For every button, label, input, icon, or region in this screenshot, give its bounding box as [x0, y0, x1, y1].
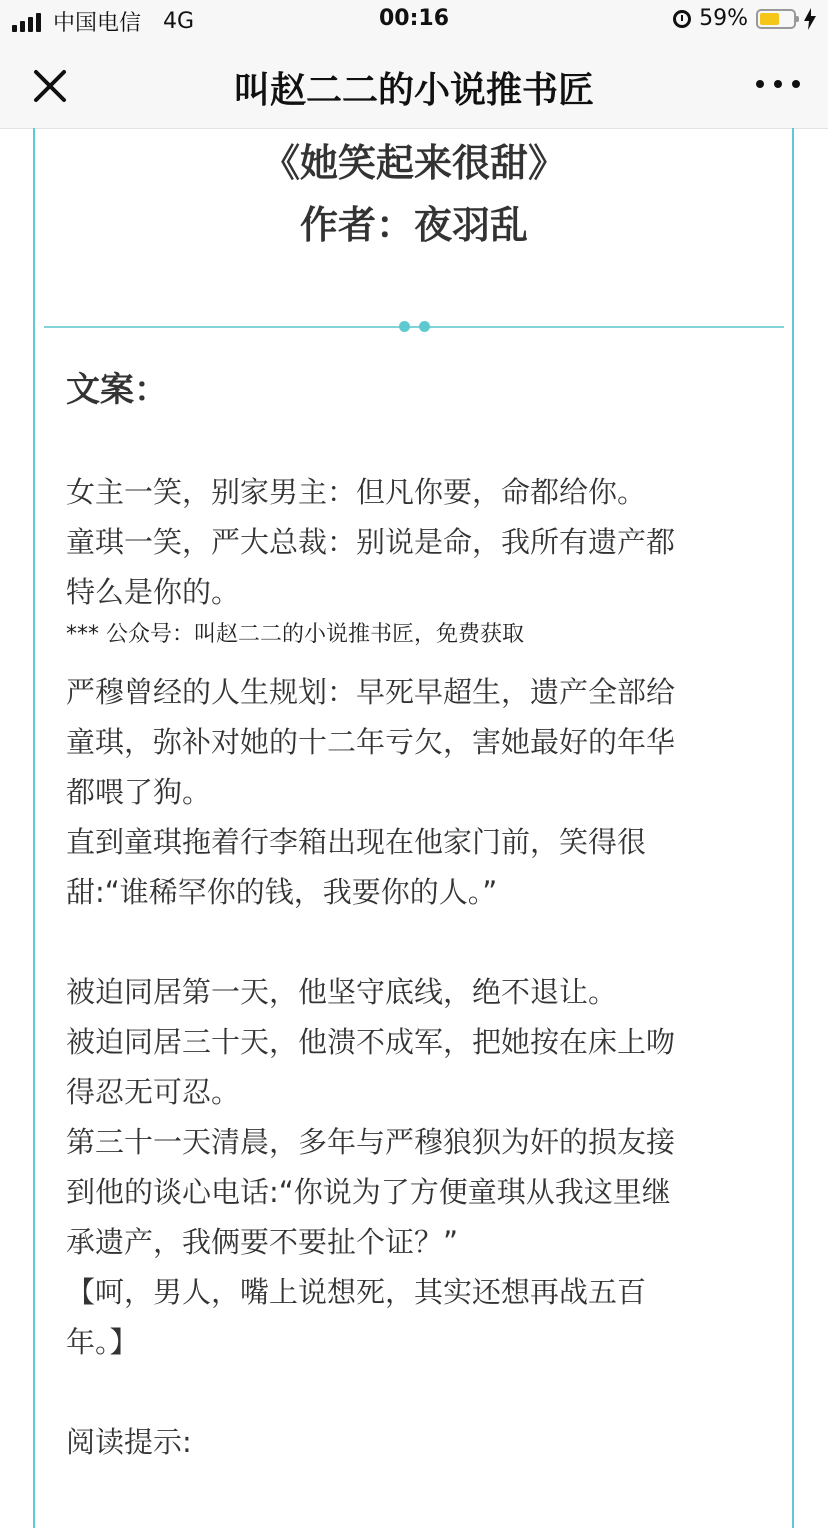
text-line: 得忍无可忍。 — [66, 1075, 241, 1109]
book-title: 《她笑起来很甜》 — [261, 141, 566, 185]
text-line: 直到童琪拖着行李箱出现在他家门前，笑得很 — [66, 825, 647, 859]
network-label: 4G — [163, 9, 195, 34]
text-line: 被迫同居第一天，他坚守底线，绝不退让。 — [66, 975, 618, 1009]
text-line: 严穆曾经的人生规划：早死早超生，遗产全部给 — [66, 675, 676, 709]
promo-line: *** 公众号：叫赵二二的小说推书匠，免费获取 — [66, 622, 524, 647]
text-line: 甜:“谁稀罕你的钱，我要你的人。” — [66, 875, 498, 909]
text-line: 阅读提示: — [66, 1425, 192, 1459]
battery-icon — [756, 9, 796, 29]
status-time: 00:16 — [378, 6, 450, 31]
text-line: 童琪，弥补对她的十二年亏欠，害她最好的年华 — [66, 725, 676, 759]
text-line: 特么是你的。 — [66, 575, 241, 609]
text-line: 被迫同居三十天，他溃不成军，把她按在床上吻 — [66, 1025, 676, 1059]
battery-fill — [760, 13, 779, 25]
status-bar — [0, 0, 828, 42]
section-divider — [44, 326, 784, 328]
carrier-label: 中国电信 — [53, 11, 142, 36]
text-line: 【呵，男人，嘴上说想死，其实还想再战五百 — [66, 1275, 647, 1309]
section-heading: 文案： — [66, 370, 168, 410]
nav-title: 叫赵二二的小说推书匠 — [233, 70, 594, 111]
battery-percent: 59% — [699, 6, 748, 31]
text-line: 第三十一天清晨，多年与严穆狼狈为奸的损友接 — [66, 1125, 676, 1159]
text-line: 女主一笑，别家男主：但凡你要，命都给你。 — [66, 475, 647, 509]
charging-bolt-icon — [804, 8, 816, 30]
text-line: 年。】 — [66, 1325, 139, 1359]
more-icon[interactable] — [756, 74, 800, 94]
divider-dot — [419, 321, 430, 332]
text-line: 童琪一笑，严大总裁：别说是命，我所有遗产都 — [66, 525, 676, 559]
divider-dot — [399, 321, 410, 332]
alarm-icon — [673, 10, 691, 28]
book-author: 作者：夜羽乱 — [299, 203, 528, 247]
text-line: 承遗产，我俩要不要扯个证？” — [66, 1225, 459, 1259]
text-line: 到他的谈心电话:“你说为了方便童琪从我这里继 — [66, 1175, 671, 1209]
status-right — [673, 6, 816, 31]
text-line: 都喂了狗。 — [66, 775, 212, 809]
nav-bar — [0, 42, 828, 129]
